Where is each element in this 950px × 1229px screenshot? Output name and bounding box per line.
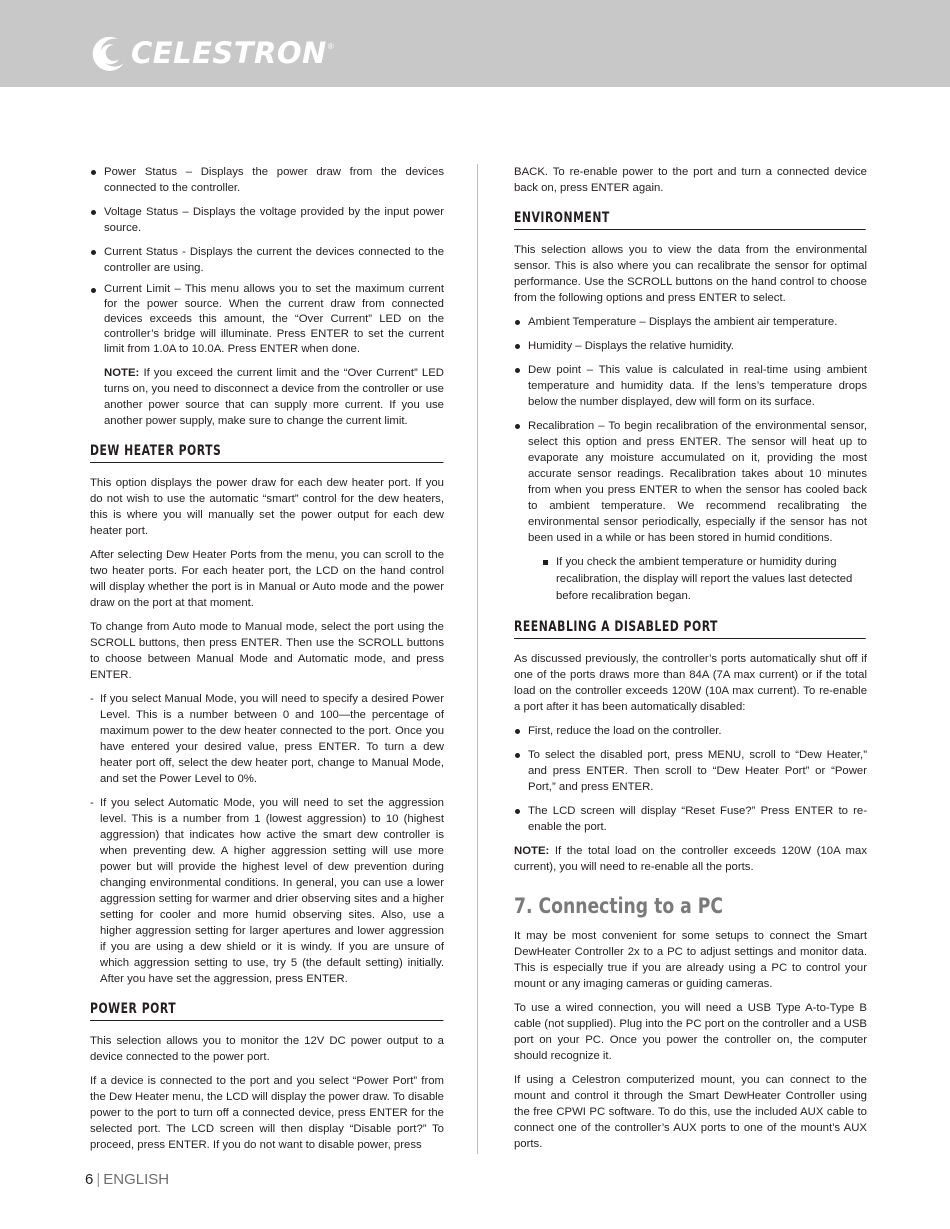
reenable-step-bullet: To select the disabled port, press MENU, scroll to “Dew Heater,” and press ENTER. Then scroll to “Dew Heater Port” or “Power Port,” and press ENTER. [514,747,867,795]
dew-heater-paragraph: This option displays the power draw for each dew heater port. If you do not wish to use the automatic “smart” control for the dew heaters, this is where you will manually set the power output for each dew heater port. [90,477,444,537]
brand-name: CELESTRON [131,36,327,70]
ambient-temperature-bullet: Ambient Temperature – Displays the ambient air temperature. [514,314,867,330]
environment-heading: ENVIRONMENT [514,208,866,230]
recalibration-bullet: Recalibration – To begin recalibration of the environmental sensor, select this option and press ENTER. The sensor will heat up to evaporate any moisture accumulated on it, providing the most accurate sensor readings. Recalibration takes about 10 minutes from when you press ENTER to when the sensor has cooled back to ambient temperature. We recommend recalibrating the environmental sensor periodically, especially if the sensor has not been used in a while or has been stored in humid conditions. [514,418,867,546]
power-port-paragraph: If a device is connected to the port and you select “Power Port” from the Dew Heater menu, the LCD will display the power draw. To disable power to the port to turn off a connected device, press ENTER for the selected port. The LCD screen will then display “Disable port?” To proceed, press ENTER. If you do not want to disable power, press [90,1075,444,1151]
celestron-logo [90,33,334,73]
dew-point-bullet: Dew point – This value is calculated in real-time using ambient temperature and humidity data. If the lens’s temperature drops below the number displayed, dew will form on its surface. [514,362,867,410]
reenable-step-bullet: First, reduce the load on the controller. [514,723,867,739]
manual-mode-item [90,691,444,787]
environment-intro: This selection allows you to view the data from the environmental sensor. This is also where you can recalibrate the sensor for optimal performance. Use the SCROLL buttons on the hand control to choose from the following options and press ENTER to select. [514,244,867,304]
right-column [514,164,867,1160]
power-port-heading: POWER PORT [90,999,443,1021]
automatic-mode-item [90,795,444,987]
manual-mode-text: If you select Manual Mode, you will need to specify a desired Power Level. This is a number between 0 and 100—the percentage of maximum power to the dew heater connected to the port. Once you have entered your desired value, press ENTER. To turn a dew heater port off, select the dew heater port, change to Manual Mode, and set the Power Level to 0%. [100,693,444,785]
footer-language: ENGLISH [103,1171,170,1188]
reenable-step-bullet: The LCD screen will display “Reset Fuse?” Press ENTER to re-enable the port. [514,803,867,835]
note-text: If the total load on the controller exceeds 120W (10A max current), you will need to re-enable all the ports. [514,845,867,873]
connecting-pc-heading: 7. Connecting to a PC [514,894,724,918]
connecting-paragraph: If using a Celestron computerized mount, you can connect to the mount and control it through the Smart DewHeater Controller using the free CPWI PC software. To do this, use the included AUX cable to connect one of the controller’s AUX ports to one of the mount’s AUX ports. [514,1074,867,1150]
celestron-swirl-icon [90,33,130,73]
humidity-bullet: Humidity – Displays the relative humidity. [514,338,867,354]
page-number: 6 [85,1171,94,1188]
reenabling-intro: As discussed previously, the controller’s ports automatically shut off if one of the ports draws more than 84A (7A max current) or if the total load on the controller exceeds 120W (10A max current). To re-enable a port after it has been automatically disabled: [514,653,867,713]
dew-heater-ports-heading: DEW HEATER PORTS [90,441,443,463]
reenabling-note [514,843,867,875]
page-footer [85,1170,169,1190]
connecting-paragraph: It may be most convenient for some setups to connect the Smart DewHeater Controller 2x to a PC to adjust settings and monitor data. This is especially true if you are already using a PC to control your mount or any imaging cameras or guiding cameras. [514,930,867,990]
power-port-paragraph: This selection allows you to monitor the 12V DC power output to a device connected to the power port. [90,1035,444,1063]
current-limit-note [90,365,444,429]
recalibration-sub-bullet: If you check the ambient temperature or humidity during recalibration, the display will report the values last detected before recalibration began. [514,554,867,605]
current-status-bullet: Current Status - Displays the current the devices connected to the controller are using. [90,244,444,276]
dew-heater-paragraph: After selecting Dew Heater Ports from the menu, you can scroll to the two heater ports. For each heater port, the LCD on the hand control will display whether the port is in Manual or Auto mode and the power draw on the port at that moment. [90,549,444,609]
column-divider [477,164,478,1154]
current-limit-bullet: Current Limit – This menu allows you to set the maximum current for the power source. When the current draw from connected devices exceeds this amount, the “Over Current” LED on the controller’s bridge will illuminate. Press ENTER to set the current limit from 1.0A to 10.0A. Press ENTER when done. [90,282,444,357]
reenabling-heading: REENABLING A DISABLED PORT [514,617,866,639]
voltage-status-bullet: Voltage Status – Displays the voltage provided by the input power source. [90,204,444,236]
left-column [90,164,444,1161]
dash-mark: - [90,797,94,809]
continuation-text: BACK. To re-enable power to the port and turn a connected device back on, press ENTER again. [514,166,867,194]
note-label: NOTE: [514,845,550,857]
note-text: If you exceed the current limit and the “Over Current” LED turns on, you need to disconnect a device from the controller or use another power source that can supply more current. If you use another power supply, make sure to change the current limit. [104,367,444,427]
dew-heater-paragraph: To change from Auto mode to Manual mode, select the port using the SCROLL buttons, then press ENTER. Then use the SCROLL buttons to choose between Manual Mode and Automatic mode, and press ENTER. [90,621,444,681]
footer-separator: | [96,1171,101,1188]
registered-mark: ® [327,42,334,51]
note-label: NOTE: [104,367,140,379]
connecting-paragraph: To use a wired connection, you will need a USB Type A-to-Type B cable (not supplied). Plug into the PC port on the controller and a USB port on your PC. Once you power the controller on, the computer should recognize it. [514,1002,867,1062]
dash-mark: - [90,693,94,705]
automatic-mode-text: If you select Automatic Mode, you will need to set the aggression level. This is a number from 1 (lowest aggression) to 10 (highest aggression) that indicates how active the smart dew controller is when preventing dew. A higher aggression setting will use more power but will provide the highest level of dew prevention during changing environmental conditions. In general, you can use a lower aggression setting for warmer and drier observing sites and a higher setting for cooler and more humid observing sites. Also, use a higher aggression setting for larger apertures and lower aggression if you are using a dew shield or it is windy. If you are unsure of which aggression setting to use, try 5 (the default setting) initially. After you have set the aggression, press ENTER. [100,797,444,985]
power-status-bullet: Power Status – Displays the power draw from the devices connected to the controller. [90,164,444,196]
